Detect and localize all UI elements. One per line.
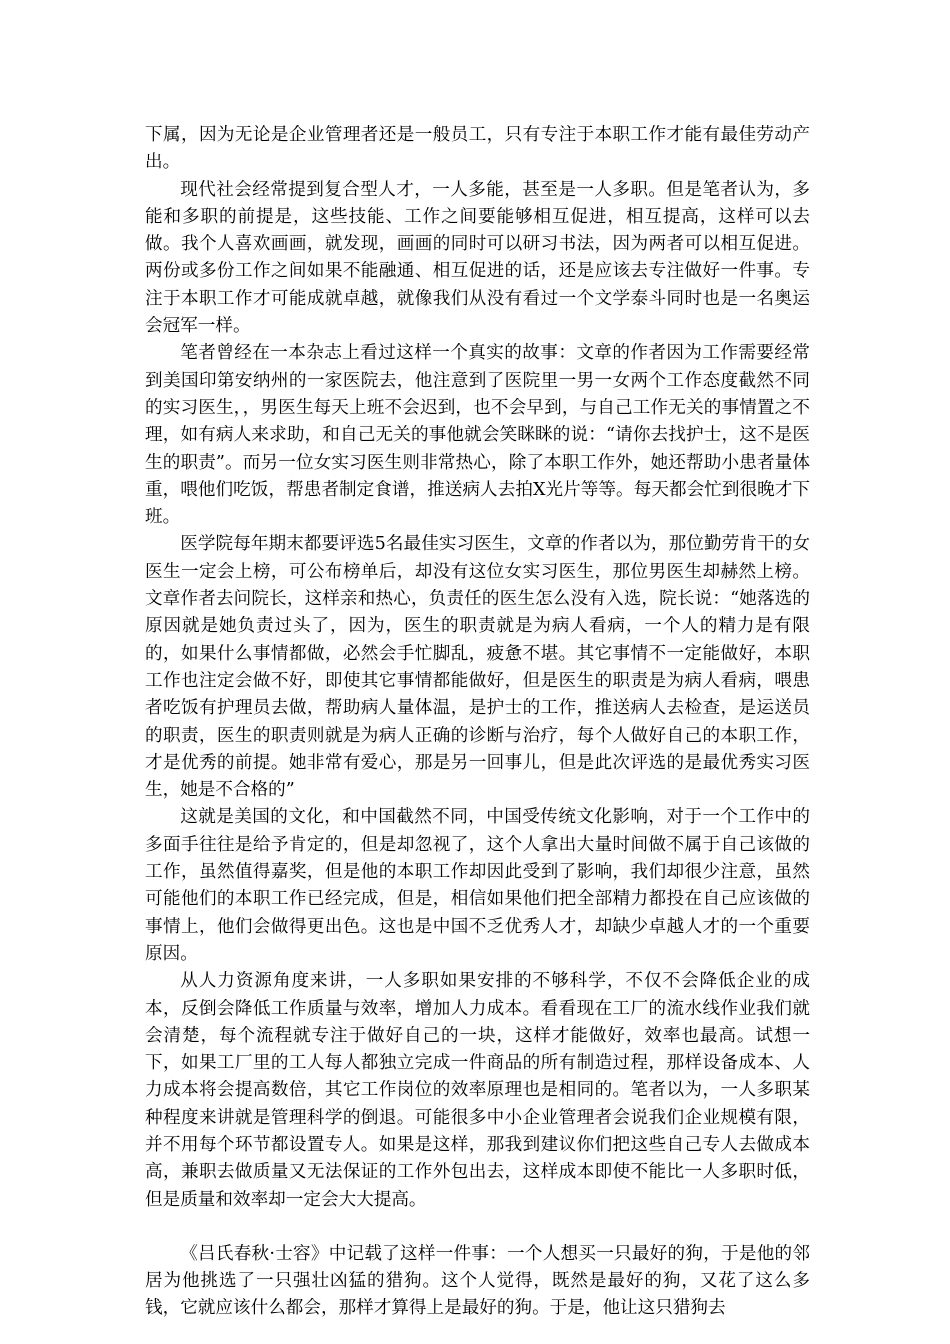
paragraph-2: 现代社会经常提到复合型人才，一人多能，甚至是一人多职。但是笔者认为，多能和多职的前提是，这些技能、工作之间要能够相互促进，相互提高，这样可以去做。我个人喜欢画画，就发现，画画的同时可以研习书法，因为两者可以相互促进。两份或多份工作之间如果不能融通、相互促进的话，还是应该去专注做好一件事。专注于本职工作才可能成就卓越，就像我们从没有看过一个文学泰斗同时也是一名奥运会冠军一样。	[145, 179, 810, 337]
paragraph-1: 下属，因为无论是企业管理者还是一般员工，只有专注于本职工作才能有最佳劳动产出。	[145, 125, 810, 173]
paragraph-6: 从人力资源角度来讲，一人多职如果安排的不够科学，不仅不会降低企业的成本，反倒会降低工作质量与效率，增加人力成本。看看现在工厂的流水线作业我们就会清楚，每个流程就专注于做好自己的一块，这样才能做好，效率也最高。试想一下，如果工厂里的工人每人都独立完成一件商品的所有制造过程，那样设备成本、人力成本将会提高数倍，其它工作岗位的效率原理也是相同的。笔者以为，一人多职某种程度来讲就是管理科学的倒退。可能很多中小企业管理者会说我们企业规模有限，并不用每个环节都设置专人。如果是这样，那我到建议你们把这些自己专人去做成本高，兼职去做质量又无法保证的工作外包出去，这样成本即使不能比一人多职时低，但是质量和效率却一定会大大提高。	[145, 971, 810, 1210]
paragraph-3: 笔者曾经在一本杂志上看过这样一个真实的故事：文章的作者因为工作需要经常到美国印第安纳州的一家医院去，他注意到了医院里一男一女两个工作态度截然不同的实习医生，，男医生每天上班不会迟到，也不会早到，与自己工作无关的事情置之不理，如有病人来求助，和自己无关的事他就会笑眯眯的说：“请你去找护士，这不是医生的职责”。而另一位女实习医生则非常热心，除了本职工作外，她还帮助小患者量体重，喂他们吃饭，帮患者制定食谱，推送病人去拍X光片等等。每天都会忙到很晚才下班。	[145, 343, 810, 528]
paragraph-5: 这就是美国的文化，和中国截然不同，中国受传统文化影响，对于一个工作中的多面手往往是给予肯定的，但是却忽视了，这个人拿出大量时间做不属于自己该做的工作，虽然值得嘉奖，但是他的本职工作却因此受到了影响，我们却很少注意，虽然可能他们的本职工作已经完成，但是，相信如果他们把全部精力都投在自己应该做的事情上，他们会做得更出色。这也是中国不乏优秀人才，却缺少卓越人才的一个重要原因。	[145, 807, 810, 964]
paragraph-4: 医学院每年期末都要评选5名最佳实习医生，文章的作者以为，那位勤劳肯干的女医生一定会上榜，可公布榜单后，却没有这位女实习医生，那位男医生却赫然上榜。文章作者去问院长，这样亲和热心，负责任的医生怎么没有入选，院长说：“她落选的原因就是她负责过头了，因为，医生的职责就是为病人看病，一个人的精力是有限的，如果什么事情都做，必然会手忙脚乱，疲惫不堪。其它事情不一定能做好，本职工作也注定会做不好，即使其它事情都能做好，但是医生的职责是为病人看病，喂患者吃饭有护理员去做，帮助病人量体温，是护士的工作，推送病人去检查，是运送员的职责，医生的职责则就是为病人正确的诊断与治疗，每个人做好自己的本职工作，才是优秀的前提。她非常有爱心，那是另一回事儿，但是此次评选的是最优秀实习医生，她是不合格的”	[145, 534, 810, 801]
document-body	[145, 122, 810, 1323]
paragraph-7: 《吕氏春秋·士容》中记载了这样一件事：一个人想买一只最好的狗，于是他的邻居为他挑选了一只强壮凶猛的猎狗。这个人觉得，既然是最好的狗，又花了这么多钱，它就应该什么都会，那样才算得上是最好的狗。于是，他让这只猎狗去	[145, 1243, 810, 1319]
